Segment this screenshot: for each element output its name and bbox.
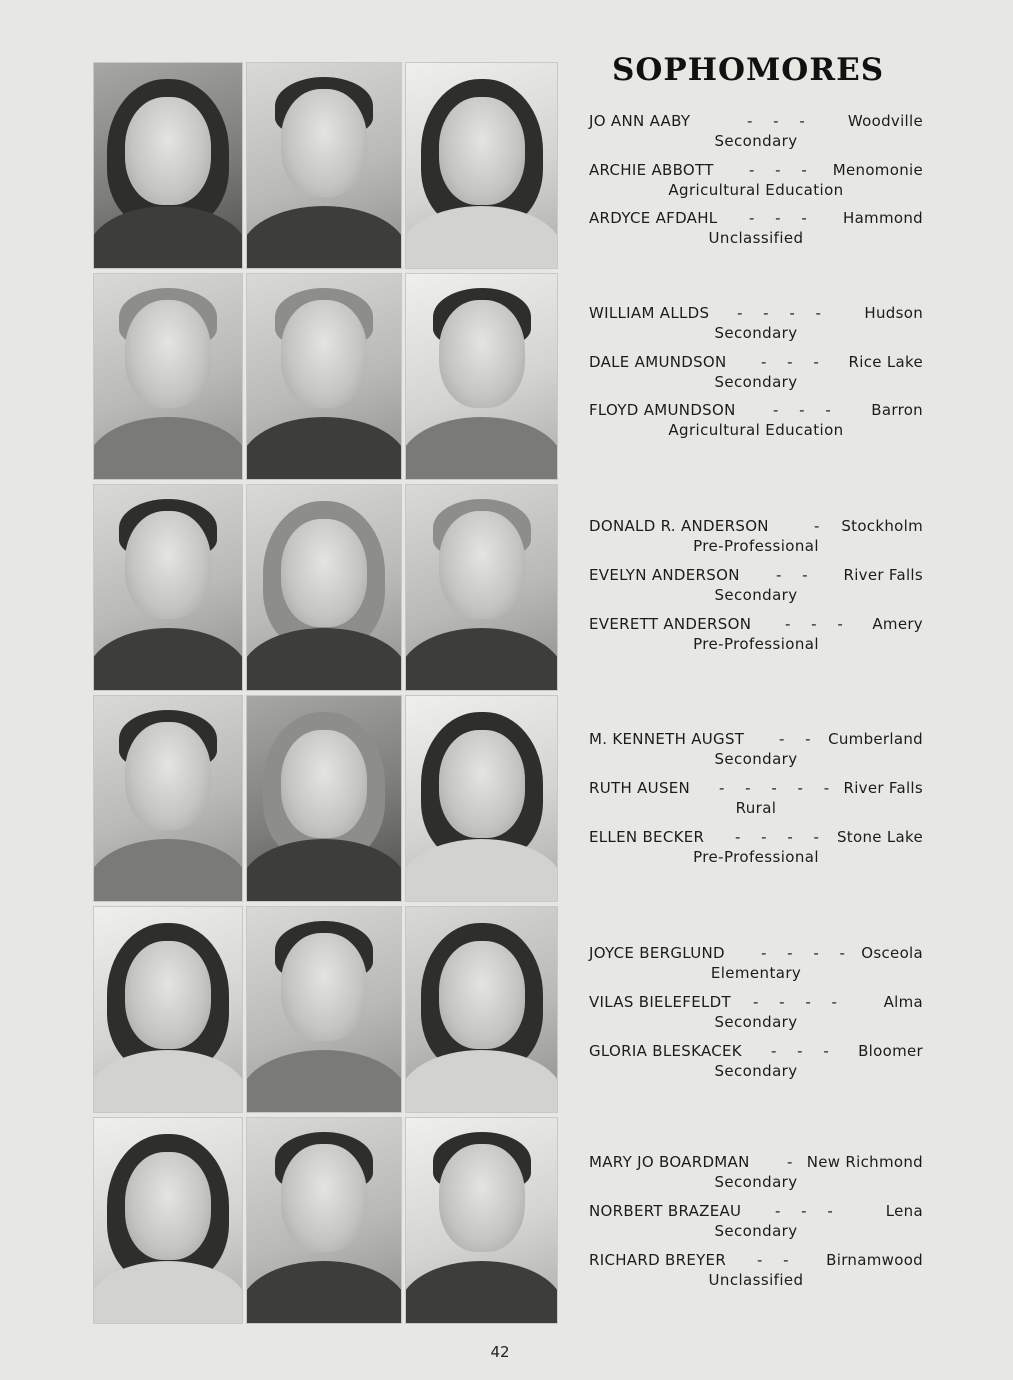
- leader-dashes: -: [814, 517, 828, 535]
- student-name: ARDYCE AFDAHL: [589, 209, 718, 227]
- student-hometown: Osceola: [861, 944, 923, 962]
- leader-dashes: - -: [776, 566, 816, 584]
- student-program: Pre-Professional: [693, 635, 819, 653]
- student-hometown: Stockholm: [841, 517, 923, 535]
- student-name: JOYCE BERGLUND: [589, 944, 725, 962]
- student-entry: [589, 304, 923, 348]
- student-program: Secondary: [714, 1013, 798, 1031]
- student-program: Secondary: [714, 1062, 798, 1080]
- portrait-photo: [93, 484, 243, 691]
- student-entry: [589, 993, 923, 1037]
- student-entry: [589, 1251, 923, 1295]
- leader-dashes: - - -: [775, 1202, 841, 1220]
- student-entry: [589, 566, 923, 610]
- student-program: Secondary: [714, 324, 798, 342]
- portrait-photo: [93, 1117, 243, 1324]
- portrait-photo: [405, 695, 558, 902]
- portrait-photo: [405, 62, 558, 269]
- student-name: VILAS BIELEFELDT: [589, 993, 731, 1011]
- student-name: GLORIA BLESKACEK: [589, 1042, 742, 1060]
- student-name: EVELYN ANDERSON: [589, 566, 740, 584]
- student-entry: [589, 779, 923, 823]
- student-program: Rural: [735, 799, 777, 817]
- portrait-photo: [246, 62, 402, 269]
- student-entry: [589, 353, 923, 397]
- student-name: RICHARD BREYER: [589, 1251, 727, 1269]
- student-name: DONALD R. ANDERSON: [589, 517, 769, 535]
- leader-dashes: - - - -: [753, 993, 845, 1011]
- student-hometown: Hudson: [864, 304, 923, 322]
- student-hometown: Stone Lake: [836, 828, 923, 846]
- student-entry: [589, 1202, 923, 1246]
- student-name: M. KENNETH AUGST: [589, 730, 745, 748]
- portrait-photo: [405, 1117, 558, 1324]
- portrait-photo: [93, 695, 243, 902]
- leader-dashes: - - -: [749, 209, 815, 227]
- student-hometown: Hammond: [842, 209, 923, 227]
- student-program: Secondary: [714, 750, 798, 768]
- student-entry: [589, 209, 923, 253]
- student-entry: [589, 828, 923, 872]
- portrait-grid: [93, 62, 558, 1326]
- student-name: ELLEN BECKER: [589, 828, 705, 846]
- portrait-photo: [246, 695, 402, 902]
- student-program: Pre-Professional: [693, 848, 819, 866]
- student-hometown: River Falls: [843, 779, 923, 797]
- leader-dashes: - -: [757, 1251, 797, 1269]
- leader-dashes: - - - -: [737, 304, 829, 322]
- student-name: NORBERT BRAZEAU: [589, 1202, 742, 1220]
- leader-dashes: - - - -: [761, 944, 853, 962]
- student-program: Secondary: [714, 132, 798, 150]
- leader-dashes: - - -: [747, 112, 813, 130]
- leader-dashes: - - - - -: [719, 779, 838, 797]
- student-program: Agricultural Education: [668, 181, 844, 199]
- student-program: Secondary: [714, 1173, 798, 1191]
- student-name: RUTH AUSEN: [589, 779, 691, 797]
- student-hometown: Alma: [883, 993, 923, 1011]
- portrait-photo: [246, 273, 402, 480]
- student-name: JO ANN AABY: [589, 112, 691, 130]
- student-hometown: Cumberland: [828, 730, 923, 748]
- student-entry: [589, 615, 923, 659]
- student-name: WILLIAM ALLDS: [589, 304, 710, 322]
- leader-dashes: - - -: [771, 1042, 837, 1060]
- student-entry: [589, 730, 923, 774]
- student-program: Secondary: [714, 586, 798, 604]
- section-title: SOPHOMORES: [612, 52, 885, 88]
- student-entry: [589, 401, 923, 445]
- portrait-photo: [93, 906, 243, 1113]
- page-number: 42: [490, 1343, 510, 1361]
- student-hometown: New Richmond: [806, 1153, 923, 1171]
- portrait-photo: [405, 906, 558, 1113]
- student-name: ARCHIE ABBOTT: [589, 161, 714, 179]
- leader-dashes: - - -: [761, 353, 827, 371]
- student-name: DALE AMUNDSON: [589, 353, 727, 371]
- leader-dashes: - -: [779, 730, 819, 748]
- student-name: MARY JO BOARDMAN: [589, 1153, 750, 1171]
- student-entry: [589, 1042, 923, 1086]
- student-program: Secondary: [714, 373, 798, 391]
- student-program: Unclassified: [708, 229, 804, 247]
- portrait-photo: [246, 1117, 402, 1324]
- student-hometown: Amery: [872, 615, 923, 633]
- student-hometown: Birnamwood: [826, 1251, 923, 1269]
- leader-dashes: - - -: [785, 615, 851, 633]
- student-hometown: Woodville: [847, 112, 923, 130]
- student-program: Elementary: [710, 964, 802, 982]
- student-entry: [589, 112, 923, 156]
- leader-dashes: - - -: [749, 161, 815, 179]
- student-hometown: Rice Lake: [848, 353, 923, 371]
- portrait-photo: [246, 484, 402, 691]
- portrait-photo: [405, 273, 558, 480]
- portrait-photo: [93, 273, 243, 480]
- student-entry: [589, 944, 923, 988]
- student-hometown: Bloomer: [858, 1042, 923, 1060]
- student-program: Unclassified: [708, 1271, 804, 1289]
- student-hometown: Lena: [885, 1202, 923, 1220]
- leader-dashes: - - -: [773, 401, 839, 419]
- student-hometown: River Falls: [843, 566, 923, 584]
- student-name: FLOYD AMUNDSON: [589, 401, 736, 419]
- student-entry: [589, 517, 923, 561]
- student-hometown: Barron: [871, 401, 923, 419]
- portrait-photo: [246, 906, 402, 1113]
- leader-dashes: -: [787, 1153, 801, 1171]
- student-program: Secondary: [714, 1222, 798, 1240]
- portrait-photo: [405, 484, 558, 691]
- portrait-photo: [93, 62, 243, 269]
- student-program: Agricultural Education: [668, 421, 844, 439]
- student-entry: [589, 1153, 923, 1197]
- student-program: Pre-Professional: [693, 537, 819, 555]
- student-entry: [589, 161, 923, 205]
- student-name: EVERETT ANDERSON: [589, 615, 752, 633]
- student-hometown: Menomonie: [832, 161, 923, 179]
- leader-dashes: - - - -: [735, 828, 827, 846]
